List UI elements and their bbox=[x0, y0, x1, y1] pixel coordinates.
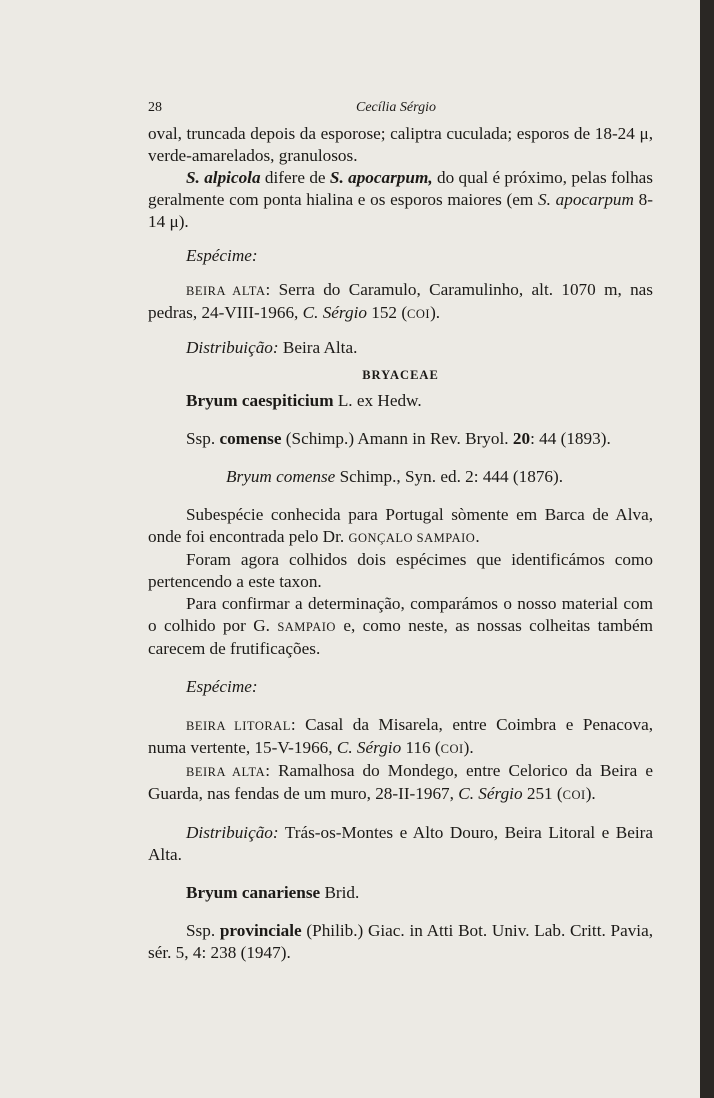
distribution-label: Distribuição: bbox=[186, 338, 279, 357]
person-name: GONÇALO SAMPAIO bbox=[348, 531, 476, 545]
text-run: 251 ( bbox=[522, 784, 563, 803]
page-edge bbox=[700, 0, 714, 1098]
specimen-heading bbox=[148, 676, 653, 698]
species-author: L. ex Hedw. bbox=[333, 391, 422, 410]
text-run: . bbox=[475, 527, 480, 546]
herbarium-code: COI bbox=[440, 742, 464, 756]
subspecies-name: comense bbox=[219, 429, 282, 448]
paragraph-comparison bbox=[148, 167, 653, 233]
text-run: ). bbox=[430, 303, 441, 322]
distribution-text: Trás-os-Montes e Alto Douro, Beira Litoral e Beira Alta. bbox=[148, 823, 653, 864]
region-name: BEIRA ALTA bbox=[186, 765, 266, 779]
specimen-record bbox=[148, 714, 653, 760]
person-name: SAMPAIO bbox=[277, 620, 336, 634]
distribution bbox=[148, 337, 653, 359]
collector-name: C. Sérgio bbox=[302, 303, 367, 322]
page-number: 28 bbox=[148, 100, 162, 115]
text-run: Subespécie conhecida para Portugal sòmente em Barca de Alva, onde foi encontrada pelo Dr. bbox=[148, 505, 653, 546]
text-run: 116 ( bbox=[401, 738, 441, 757]
text-run: e, como neste, as nossas colheitas também carecem de frutificações. bbox=[148, 616, 653, 658]
text-run: (1876). bbox=[512, 467, 564, 486]
species-name: Bryum canariense bbox=[186, 883, 321, 902]
species-heading bbox=[148, 390, 653, 412]
subspecies-citation bbox=[148, 428, 653, 450]
text-run: 152 ( bbox=[366, 303, 408, 322]
specimen-record bbox=[148, 279, 653, 325]
species-heading bbox=[148, 882, 653, 904]
paragraph-capsule: oval, truncada depois da esporose; caliptra cuculada; esporos de 18-24 μ, verde-amarelados, granulosos. bbox=[148, 124, 653, 165]
specimen-record bbox=[148, 760, 653, 806]
distribution bbox=[148, 822, 653, 866]
collector-name: C. Sérgio bbox=[458, 784, 523, 803]
species-name: Bryum caespiticium bbox=[186, 391, 334, 410]
text-run: Para confirmar a determinação, comparámos o nosso material com o colhido por G. bbox=[148, 594, 653, 635]
herbarium-code: COI bbox=[407, 307, 431, 321]
collector-name: C. Sérgio bbox=[336, 738, 402, 757]
text-run: Ssp. bbox=[186, 921, 220, 940]
distribution-label: Distribuição: bbox=[186, 823, 279, 842]
specimen-heading bbox=[148, 245, 653, 267]
text-run: : 44 (1893). bbox=[530, 429, 611, 448]
region-name: BEIRA ALTA bbox=[186, 284, 266, 298]
text-run: (Philib.) Giac. in Atti Bot. Univ. Lab. Critt. Pavia, sér. 5, 4: 238 (1947). bbox=[148, 921, 653, 962]
text-run: : Serra do Caramulo, Caramulinho, alt. 1070 m, nas pedras, 24-VIII-1966, bbox=[148, 280, 653, 322]
text-run: do qual é próximo, pelas folhas geralmente com ponta hialina e os esporos maiores (em bbox=[148, 168, 653, 209]
text-run: ). bbox=[585, 784, 596, 803]
running-header bbox=[148, 100, 668, 118]
paragraph-collected: Foram agora colhidos dois espécimes que identificámos como pertencendo a este taxon. bbox=[148, 550, 653, 591]
synonym-citation bbox=[148, 466, 653, 488]
synonym-name: Bryum comense bbox=[226, 467, 336, 486]
species-author: Brid. bbox=[320, 883, 360, 902]
subspecies-citation bbox=[148, 920, 653, 964]
heading-label: Espécime: bbox=[186, 677, 258, 696]
taxon-name: S. apocarpum, bbox=[329, 168, 433, 187]
running-author: Cecília Sérgio bbox=[356, 100, 436, 115]
text-run: : Ramalhosa do Mondego, entre Celorico da Beira e Guarda, nas fendas de um muro, 28-II-1967, bbox=[148, 761, 653, 803]
text-run: 8-14 μ). bbox=[148, 190, 653, 231]
family-heading bbox=[148, 363, 653, 386]
text-run: Ssp. bbox=[186, 429, 220, 448]
text-run: (Schimp.) Amann in Rev. Bryol. bbox=[281, 429, 513, 448]
text-run: ). bbox=[463, 738, 474, 757]
region-name: BEIRA LITORAL bbox=[186, 719, 291, 733]
family-name: BRYACEAE bbox=[362, 368, 439, 382]
text-run: : Casal da Misarela, entre Coimbra e Penacova, numa vertente, 15-V-1966, bbox=[148, 715, 653, 757]
paragraph-known bbox=[148, 504, 653, 549]
taxon-name: S. apocarpum bbox=[538, 190, 634, 209]
body-text bbox=[148, 123, 653, 964]
volume-number: 20 bbox=[512, 429, 531, 448]
herbarium-code: COI bbox=[562, 788, 586, 802]
paragraph-compare bbox=[148, 593, 653, 660]
text-run: difere de bbox=[260, 168, 330, 187]
distribution-text: Beira Alta. bbox=[278, 338, 358, 357]
taxon-name: S. alpicola bbox=[186, 168, 261, 187]
subspecies-name: provinciale bbox=[219, 921, 302, 940]
text-run: Schimp., Syn. ed. 2: 444 bbox=[335, 467, 513, 486]
heading-label: Espécime: bbox=[186, 246, 258, 265]
